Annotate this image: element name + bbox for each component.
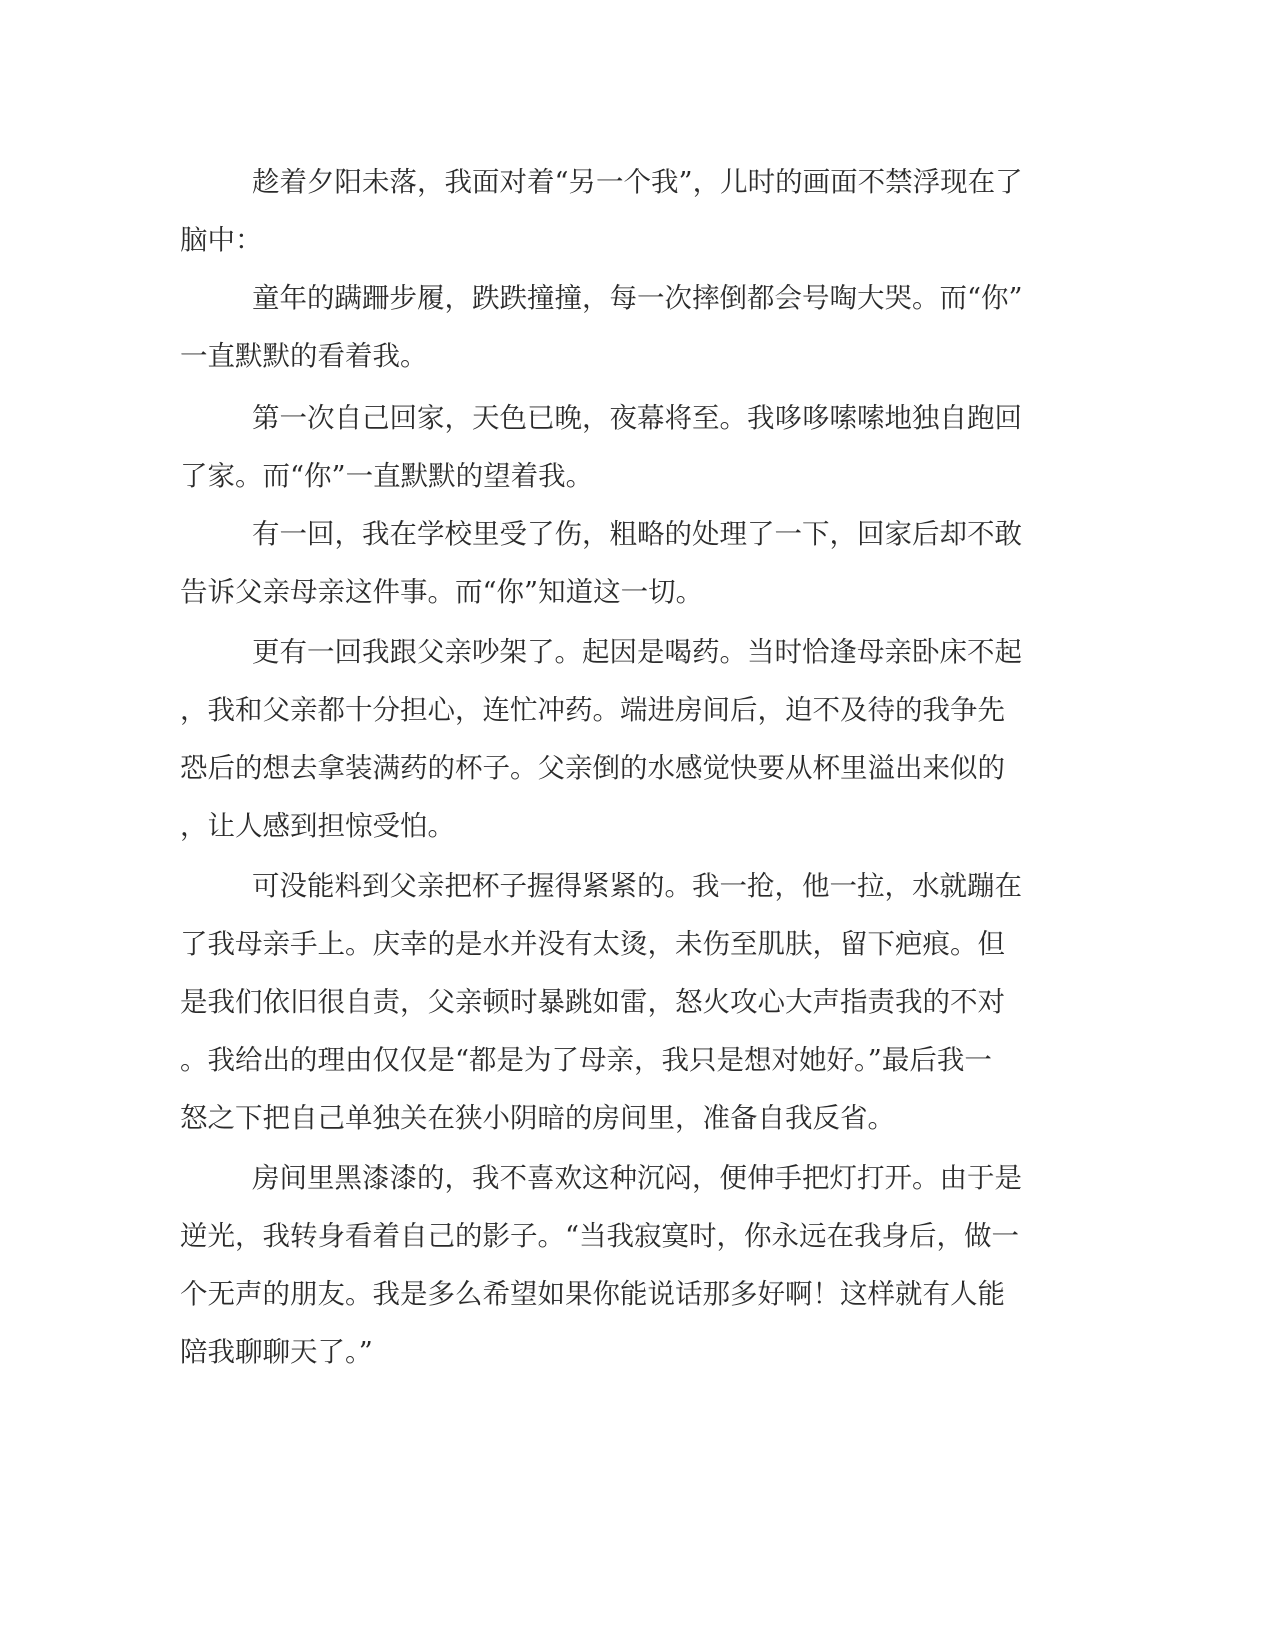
text-line: 更有一回我跟父亲吵架了。起因是喝药。当时恰逢母亲卧床不起 xyxy=(252,636,1022,668)
text-line: 房间里黑漆漆的，我不喜欢这种沉闷，便伸手把灯打开。由于是 xyxy=(252,1162,1022,1194)
text-line: 怒之下把自己单独关在狭小阴暗的房间里，准备自我反省。 xyxy=(180,1102,895,1134)
text-line: 一直默默的看着我。 xyxy=(180,340,428,372)
text-line: 陪我聊聊天了。” xyxy=(180,1336,373,1368)
text-line: 趁着夕阳未落，我面对着“另一个我”，儿时的画面不禁浮现在了 xyxy=(252,166,1023,198)
text-line: ，我和父亲都十分担心，连忙冲药。端进房间后，迫不及待的我争先 xyxy=(180,694,1005,726)
text-line: 是我们依旧很自责，父亲顿时暴跳如雷，怒火攻心大声指责我的不对 xyxy=(180,986,1005,1018)
text-line: 逆光，我转身看着自己的影子。“当我寂寞时，你永远在我身后，做一 xyxy=(180,1220,1020,1252)
text-line: ，让人感到担惊受怕。 xyxy=(180,810,455,842)
text-line: 。我给出的理由仅仅是“都是为了母亲，我只是想对她好。”最后我一 xyxy=(180,1044,992,1076)
text-line: 告诉父亲母亲这件事。而“你”知道这一切。 xyxy=(180,576,704,608)
text-line: 有一回，我在学校里受了伤，粗略的处理了一下，回家后却不敢 xyxy=(252,518,1022,550)
text-line: 了家。而“你”一直默默的望着我。 xyxy=(180,460,594,492)
text-line: 可没能料到父亲把杯子握得紧紧的。我一抢，他一拉，水就蹦在 xyxy=(252,870,1022,902)
text-line: 脑中： xyxy=(180,224,263,256)
text-line: 童年的蹒跚步履，跌跌撞撞，每一次摔倒都会号啕大哭。而“你” xyxy=(252,282,1023,314)
text-line: 第一次自己回家，天色已晚，夜幕将至。我哆哆嗦嗦地独自跑回 xyxy=(252,402,1022,434)
text-line: 了我母亲手上。庆幸的是水并没有太烫，未伤至肌肤，留下疤痕。但 xyxy=(180,928,1005,960)
text-line: 恐后的想去拿装满药的杯子。父亲倒的水感觉快要从杯里溢出来似的 xyxy=(180,752,1005,784)
text-line: 个无声的朋友。我是多么希望如果你能说话那多好啊！这样就有人能 xyxy=(180,1278,1005,1310)
